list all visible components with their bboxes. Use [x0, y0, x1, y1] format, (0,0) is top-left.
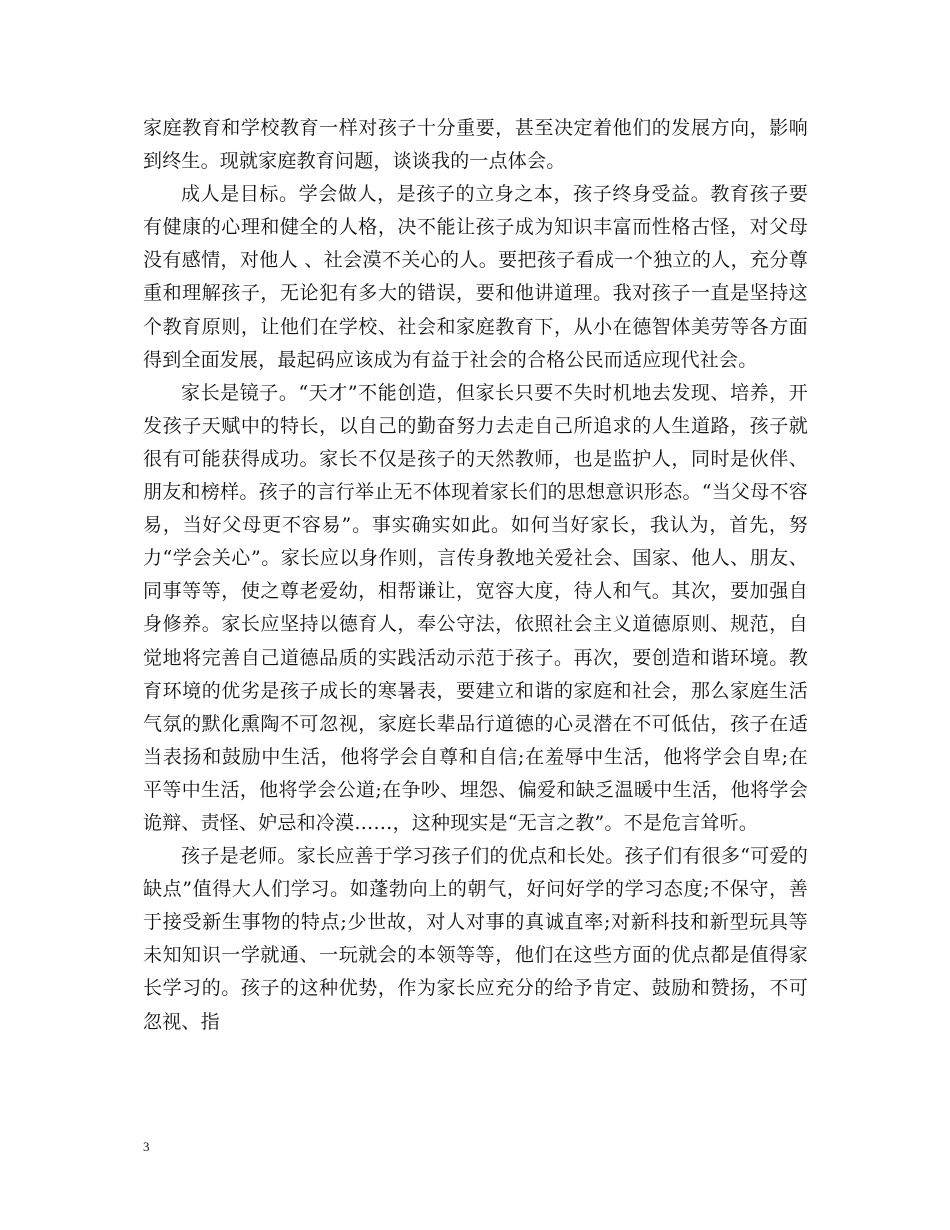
paragraph-intro: 家庭教育和学校教育一样对孩子十分重要，甚至决定着他们的发展方向，影响到终生。现就家庭教育问题，谈谈我的一点体会。: [143, 117, 808, 173]
paragraph-parent-mirror: 家长是镜子。“天才”不能创造，但家长只要不失时机地去发现、培养，开发孩子天赋中的特长，以自己的勤奋努力去走自己所追求的人生道路，孩子就很有可能获得成功。家长不仅是孩子的天然教师，也是监护人，同时是伙伴、朋友和榜样。孩子的言行举止无不体现着家长们的思想意识形态。“当父母不容易，当好父母更不容易”。事实确实如此。如何当好家长，我认为，首先，努力“学会关心”。家长应以身作则，言传身教地关爱社会、国家、他人、朋友、同事等等，使之尊老爱幼，相帮谦让，宽容大度，待人和气。其次，要加强自身修养。家长应坚持以德育人，奉公守法，依照社会主义道德原则、规范，自觉地将完善自己道德品质的实践活动示范于孩子。再次，要创造和谐环境。教育环境的优劣是孩子成长的寒暑表，要建立和谐的家庭和社会，那么家庭生活气氛的默化熏陶不可忽视，家庭长辈品行道德的心灵潜在不可低估，孩子在适当表扬和鼓励中生活，他将学会自尊和自信;在羞辱中生活，他将学会自卑;在平等中生活，他将学会公道;在争吵、埋怨、偏爱和缺乏温暖中生活，他将学会诡辩、责怪、妒忌和冷漠……，这种现实是“无言之教”。不是危言耸听。: [143, 381, 808, 834]
page-number: 3: [143, 1139, 150, 1154]
paragraph-child-teacher: 孩子是老师。家长应善于学习孩子们的优点和长处。孩子们有很多“可爱的缺点”值得大人们学习。如蓬勃向上的朝气，好问好学的学习态度;不保守，善于接受新生事物的特点;少世故，对人对事的真诚直率;对新科技和新型玩具等未知知识一学就通、一玩就会的本领等等，他们在这些方面的优点都是值得家长学习的。孩子的这种优势，作为家长应充分的给予肯定、鼓励和赞扬，不可忽视、指: [143, 845, 808, 1033]
paragraph-adulthood-goal: 成人是目标。学会做人，是孩子的立身之本，孩子终身受益。教育孩子要有健康的心理和健全的人格，决不能让孩子成为知识丰富而性格古怪，对父母没有感情，对他人 、社会漠不关心的人。要把孩子看成一个独立的人，充分尊重和理解孩子，无论犯有多大的错误，要和他讲道理。我对孩子一直是坚持这个教育原则，让他们在学校、社会和家庭教育下，从小在德智体美劳等各方面得到全面发展，最起码应该成为有益于社会的合格公民而适应现代社会。: [143, 183, 808, 371]
document-body: [143, 112, 808, 1039]
